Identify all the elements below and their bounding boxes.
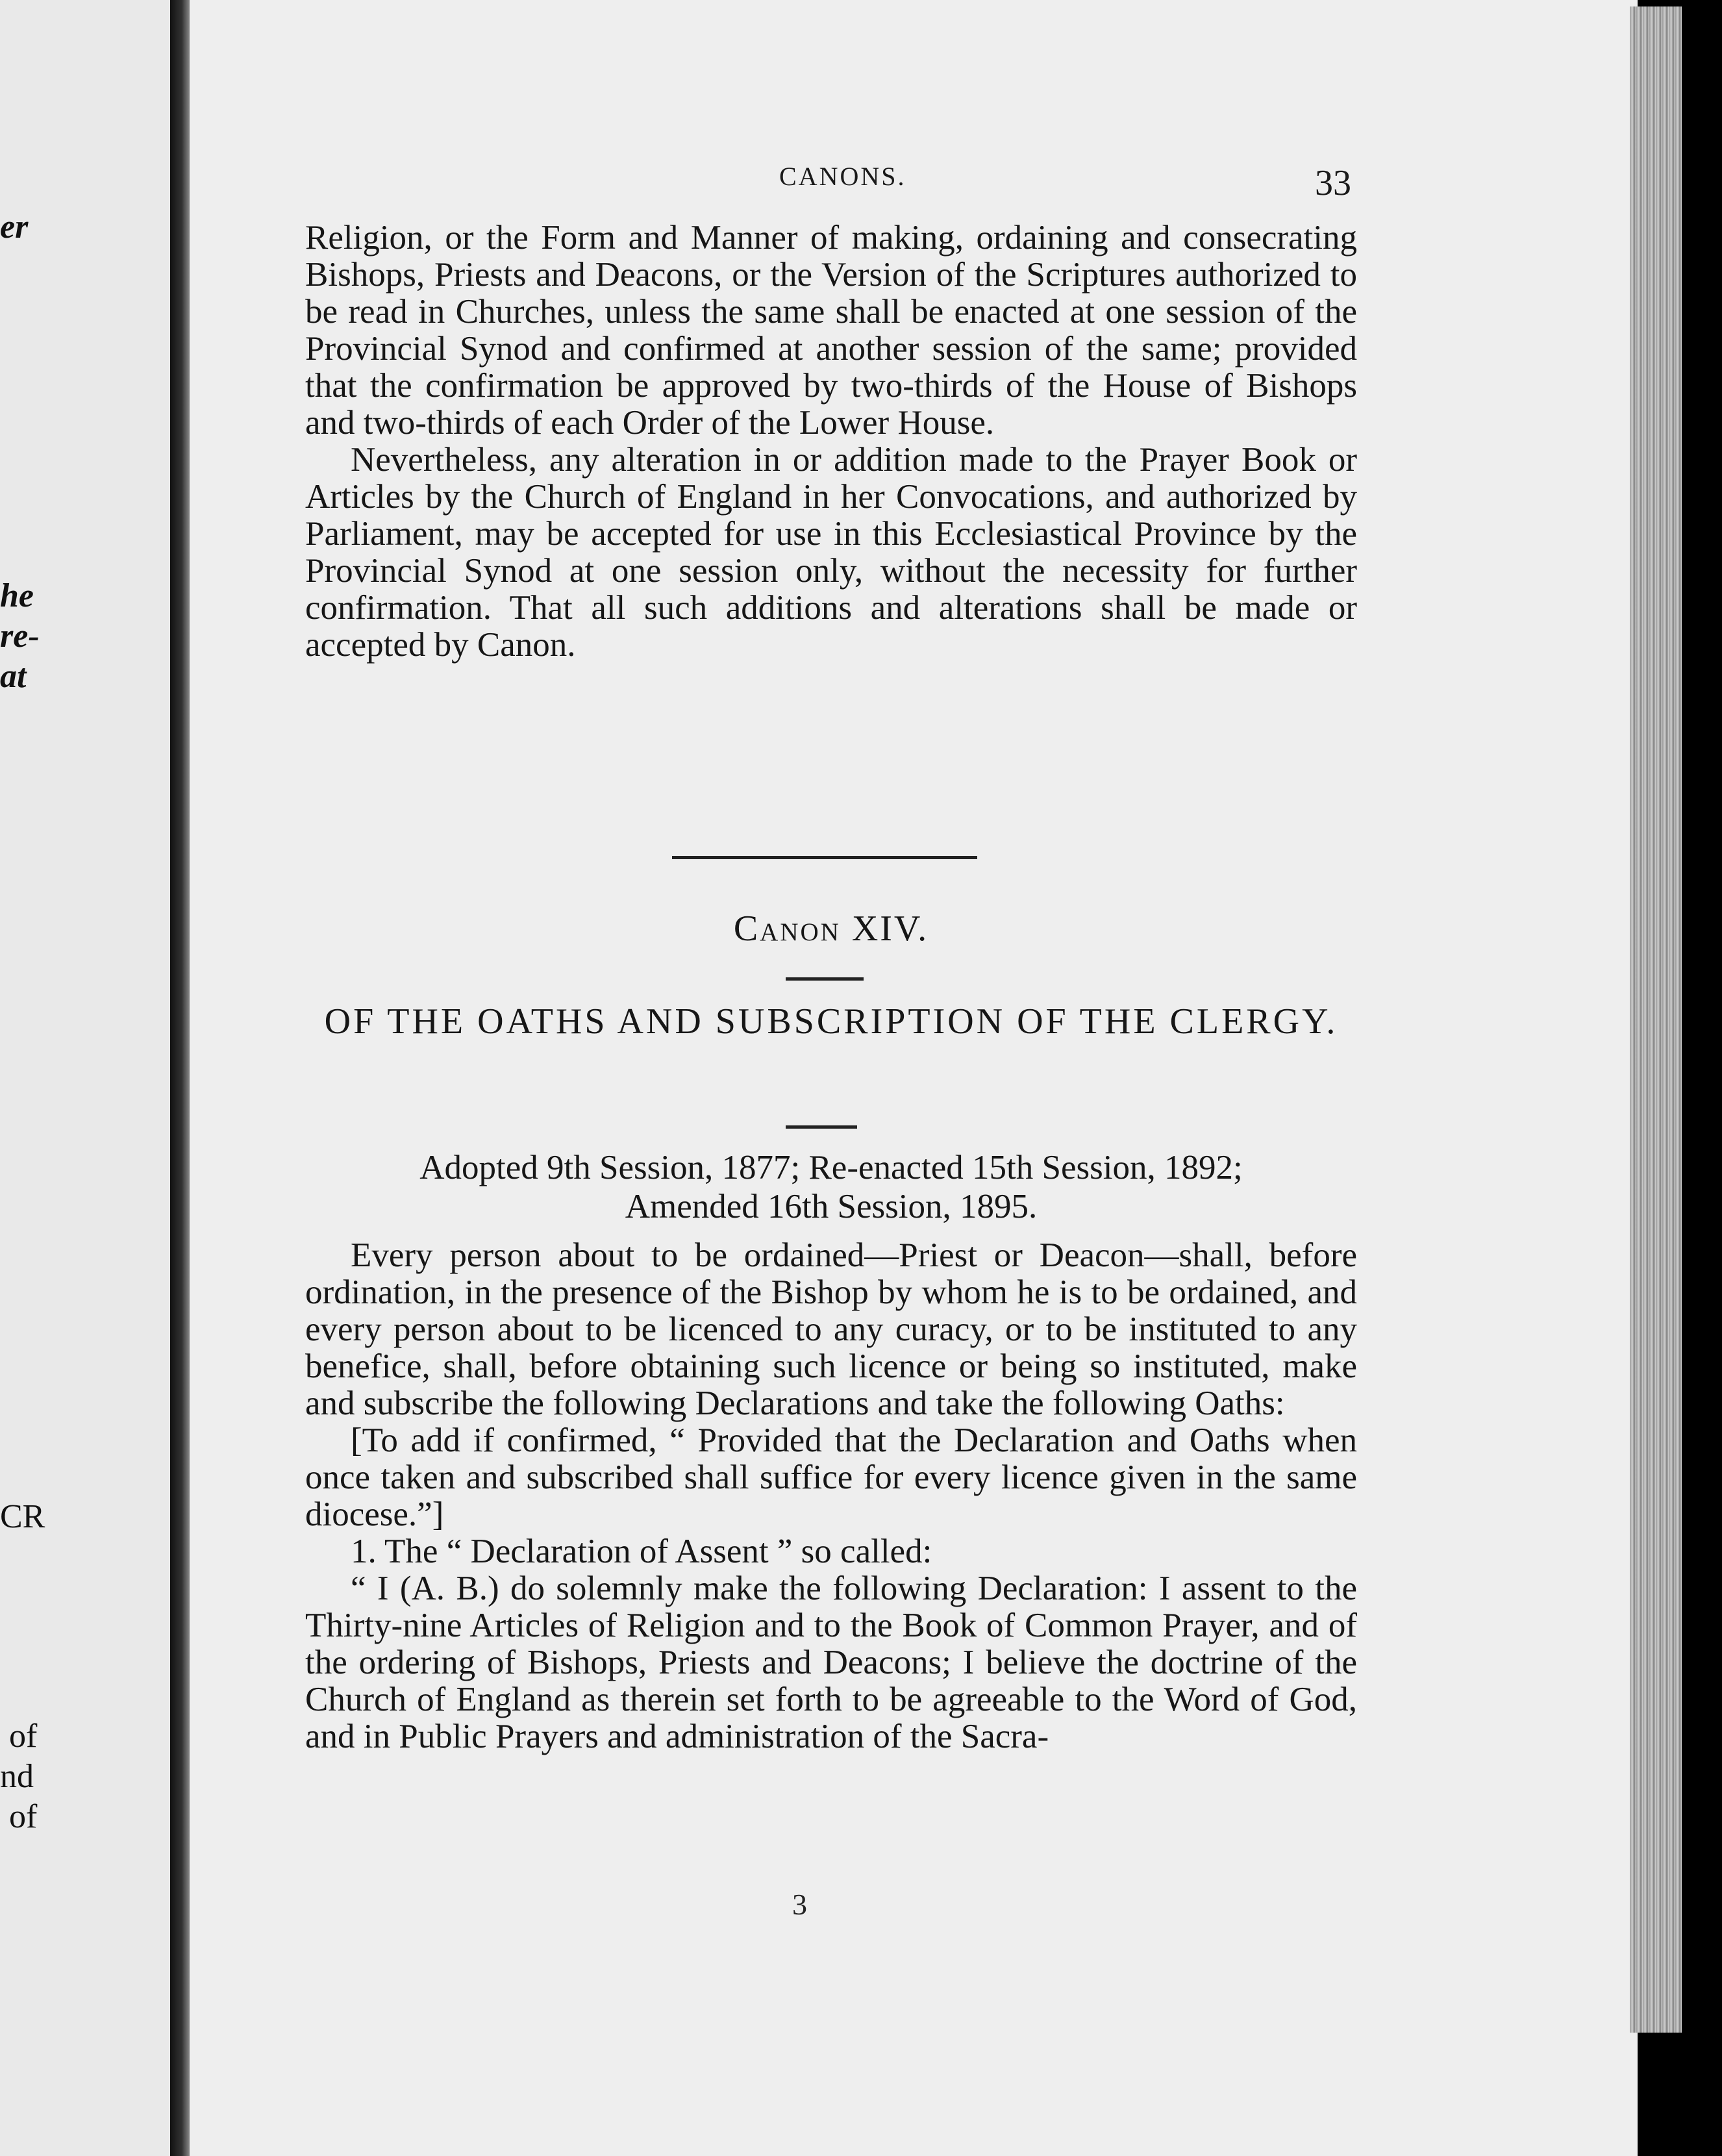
paragraph: 1. The “ Declaration of Assent ” so called: [351,1533,932,1570]
adoption-line: Adopted 9th Session, 1877; Re-enacted 15th Session, 1892; [419,1149,1243,1186]
signature-mark: 3 [792,1888,807,1921]
facing-page-fragment: er [0,208,29,245]
facing-page-fragment: of [9,1718,38,1755]
running-head: CANONS. [779,162,906,191]
canon-title: Canon XIV. [733,909,929,949]
facing-page-fragment: nd [0,1758,34,1795]
paragraph: Religion, or the Form and Manner of making, ordaining and consecrating Bishops, Priests and Deacons, or the Version of the Scriptures authorized to be read in Churches, unless the same shall be enacted at one session of the Provincial Synod and confirmed at another session of the same; provided that the confirmation be approved by two-thirds of the House of Bishops and two-thirds of each Order of the Lower House. [305,219,1357,442]
facing-page [0,0,170,2156]
section-rule [672,856,977,859]
body-text-bottom [305,1237,1357,1755]
adoption-note [305,1148,1357,1226]
title-rule [786,977,864,981]
paragraph: Nevertheless, any alteration in or addition made to the Prayer Book or Articles by the Church of England in her Convocations, and authorized by Parliament, may be accepted for use in this Ecclesiastical Province by the Provincial Synod at one session only, without the necessity for further confirmation. That all such additions and alterations shall be made or accepted by Canon. [305,441,1357,664]
facing-page-fragment: he [0,577,34,614]
facing-page-fragment: re- [0,618,40,655]
title-rule [786,1125,857,1129]
page-number: 33 [1315,163,1351,203]
paragraph: [To add if confirmed, “ Provided that the Declaration and Oaths when once taken and subscribed shall suffice for every licence given in the same diocese.”] [305,1422,1357,1533]
section-title: OF THE OATHS AND SUBSCRIPTION OF THE CLERGY. [324,1001,1338,1042]
adoption-line: Amended 16th Session, 1895. [625,1188,1038,1225]
facing-page-fragment: of [9,1798,38,1835]
facing-page-fragment: at [0,658,27,695]
page-edges [1630,6,1682,2033]
body-text-top [305,219,1357,664]
paragraph: Every person about to be ordained—Priest or Deacon—shall, before ordination, in the presence of the Bishop by whom he is to be ordained, and every person about to be licenced to any curacy, or to be instituted to any benefice, shall, before obtaining such licence or being so instituted, make and subscribe the following Declarations and take the following Oaths: [305,1236,1357,1422]
background-edge [1682,0,1722,2156]
book-gutter [170,0,190,2156]
facing-page-fragment: CR [0,1498,45,1535]
paragraph: “ I (A. B.) do solemnly make the following Declaration: I assent to the Thirty-nine Articles of Religion and to the Book of Common Prayer, and of the ordering of Bishops, Priests and Deacons; I believe the doctrine of the Church of England as therein set forth to be agreeable to the Word of God, and in Public Prayers and administration of the Sacra- [305,1570,1357,1755]
